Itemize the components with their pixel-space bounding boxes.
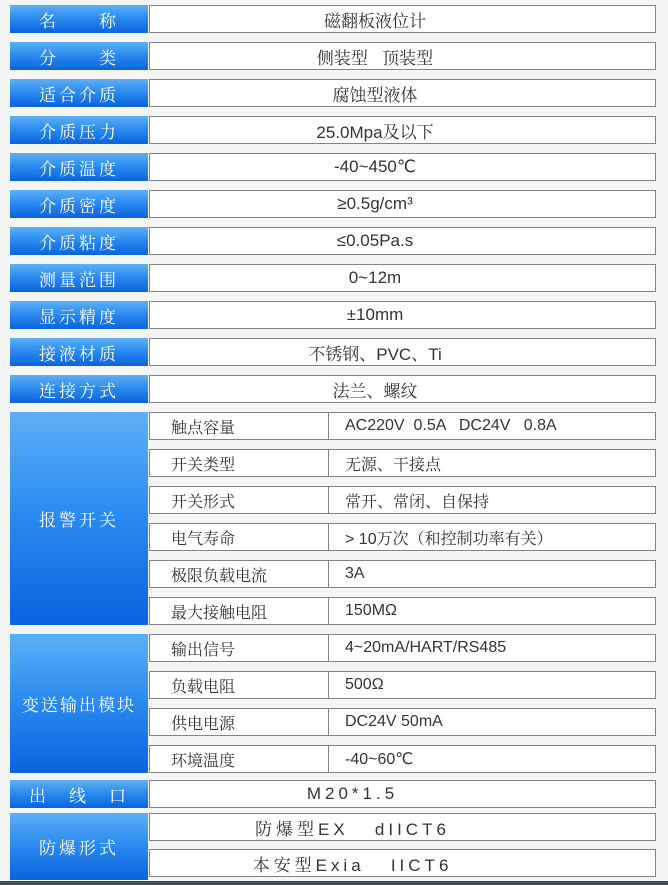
subrow-load-current	[149, 560, 656, 588]
row-value-explosion-proof-exia: 本安型Exia IICT6	[149, 849, 656, 877]
row-value-viscosity: ≤0.05Pa.s	[149, 227, 656, 255]
subrow-value: AC220V 0.5A DC24V 0.8A	[345, 417, 557, 434]
subrow-contact-resistance	[149, 597, 656, 625]
subrow-switch-form	[149, 486, 656, 514]
subrow-value: DC24V 50mA	[345, 713, 443, 730]
subrow-value: 3A	[345, 565, 365, 582]
subrow-label: 输出信号	[150, 635, 329, 661]
row-value-pressure: 25.0Mpa及以下	[149, 116, 656, 144]
row-value-temperature: -40~450℃	[149, 153, 656, 181]
row-label-connection: 连接方式	[10, 375, 148, 403]
row-label-cable-outlet: 出 线 口	[10, 780, 148, 808]
row-value-name: 磁翻板液位计	[149, 5, 656, 33]
subrow-ambient-temperature	[149, 745, 656, 773]
row-label-name: 名 称	[10, 5, 148, 33]
section-label-transmitter-module: 变送输出模块	[10, 634, 148, 773]
subrow-contact-capacity	[149, 412, 656, 440]
row-label-material: 接液材质	[10, 338, 148, 366]
subrow-label: 开关类型	[150, 450, 329, 476]
subrow-label: 开关形式	[150, 487, 329, 513]
subrow-load-resistance	[149, 671, 656, 699]
subrow-label: 供电电源	[150, 709, 329, 735]
subrow-value: -40~60℃	[345, 751, 414, 768]
subrow-value: 150MΩ	[345, 602, 397, 619]
section-label-explosion-proof: 防爆形式	[10, 813, 148, 880]
subrow-label: 环境温度	[150, 746, 329, 772]
subrow-label: 极限负载电流	[150, 561, 329, 587]
section-label-alarm-switch: 报警开关	[10, 412, 148, 625]
row-label-range: 测量范围	[10, 264, 148, 292]
subrow-label: 触点容量	[150, 413, 329, 439]
row-label-accuracy: 显示精度	[10, 301, 148, 329]
row-label-medium: 适合介质	[10, 79, 148, 107]
subrow-output-signal	[149, 634, 656, 662]
subrow-value: 常开、常闭、自保持	[345, 493, 490, 511]
row-value-range: 0~12m	[149, 264, 656, 292]
row-value-explosion-proof-ex: 防爆型EX dIICT6	[149, 813, 656, 841]
subrow-value: 无源、干接点	[345, 456, 442, 474]
subrow-switch-type	[149, 449, 656, 477]
subrow-value: 500Ω	[345, 676, 384, 693]
row-label-category: 分 类	[10, 42, 148, 70]
row-value-cable-outlet: M20*1.5	[149, 780, 656, 808]
subrow-power-supply	[149, 708, 656, 736]
row-label-density: 介质密度	[10, 190, 148, 218]
subrow-label: 电气寿命	[150, 524, 329, 550]
row-value-category: 侧装型 顶装型	[149, 42, 656, 70]
subrow-value: 4~20mA/HART/RS485	[345, 639, 507, 656]
bottom-divider-strip	[0, 881, 668, 885]
row-value-medium: 腐蚀型液体	[149, 79, 656, 107]
row-value-connection: 法兰、螺纹	[149, 375, 656, 403]
subrow-electrical-life	[149, 523, 656, 551]
row-value-density: ≥0.5g/cm³	[149, 190, 656, 218]
subrow-label: 负载电阻	[150, 672, 329, 698]
row-value-material: 不锈钢、PVC、Ti	[149, 338, 656, 366]
row-label-pressure: 介质压力	[10, 116, 148, 144]
subrow-label: 最大接触电阻	[150, 598, 329, 624]
row-label-temperature: 介质温度	[10, 153, 148, 181]
subrow-value: > 10万次（和控制功率有关）	[345, 530, 553, 548]
row-label-viscosity: 介质粘度	[10, 227, 148, 255]
row-value-accuracy: ±10mm	[149, 301, 656, 329]
